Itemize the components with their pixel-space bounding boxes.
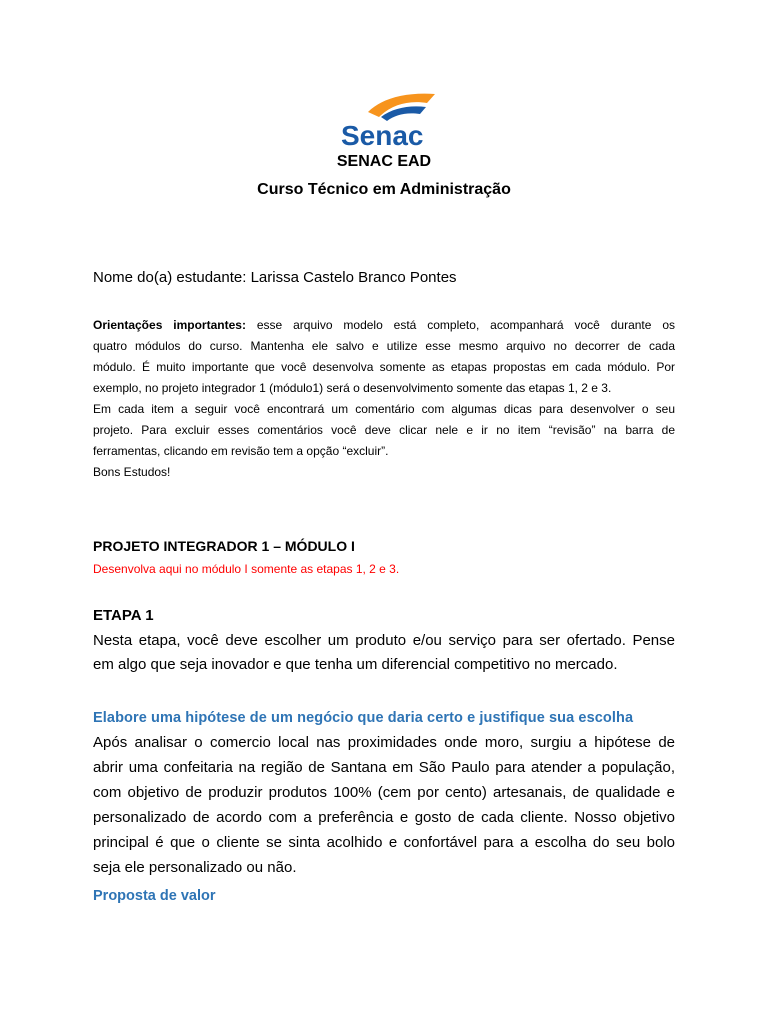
etapa-intro-paragraph bbox=[93, 629, 675, 677]
guidelines-paragraph bbox=[93, 315, 675, 483]
answer-line: seja ele personalizado ou não. bbox=[93, 859, 297, 876]
guidelines-line-text: esse arquivo modelo está completo, acompanhará você durante os bbox=[256, 318, 676, 332]
project-title: PROJETO INTEGRADOR 1 – MÓDULO I bbox=[93, 538, 355, 554]
guidelines-line: quatro módulos do curso. Mantenha ele salvo e utilize esse mesmo arquivo no decorrer de cada bbox=[93, 339, 675, 353]
answer-line: personalizado de acordo com a preferência e gosto de cada cliente. Nosso objetivo bbox=[93, 809, 675, 826]
student-name: Larissa Castelo Branco Pontes bbox=[250, 269, 457, 286]
page-title: SENAC EAD bbox=[336, 153, 432, 170]
guidelines-label: Orientações importantes: bbox=[93, 318, 246, 332]
guidelines-line: Em cada item a seguir você encontrará um comentário com algumas dicas para desenvolver o seu bbox=[93, 402, 675, 416]
answer-line: Após analisar o comercio local nas proximidades onde moro, surgiu a hipótese de bbox=[93, 734, 675, 751]
guidelines-closing: Bons Estudos! bbox=[93, 465, 171, 479]
logo-text: Senac bbox=[341, 120, 424, 150]
etapa-intro-line: Nesta etapa, você deve escolher um produto e/ou serviço para ser ofertado. Pense bbox=[93, 632, 675, 649]
answer-line: abrir uma confeitaria na região de Santana em São Paulo para atender a população, bbox=[93, 759, 675, 776]
answer-paragraph bbox=[93, 730, 675, 880]
course-title: Curso Técnico em Administração bbox=[257, 181, 511, 198]
guidelines-line: projeto. Para excluir esses comentários você deve clicar nele e ir no item “revisão” na barra de bbox=[93, 423, 675, 437]
student-name-line bbox=[93, 268, 457, 288]
answer-line: com objetivo de produzir produtos 100% (cem por cento) artesanais, de qualidade e bbox=[93, 784, 675, 801]
next-section-heading: Proposta de valor bbox=[93, 888, 216, 904]
section-heading: Elabore uma hipótese de um negócio que daria certo e justifique sua escolha bbox=[93, 710, 634, 726]
etapa-title: ETAPA 1 bbox=[93, 607, 154, 624]
guidelines-line: ferramentas, clicando em revisão tem a opção “excluir”. bbox=[93, 444, 389, 458]
project-note: Desenvolva aqui no módulo I somente as etapas 1, 2 e 3. bbox=[93, 562, 400, 576]
senac-logo bbox=[338, 90, 436, 150]
etapa-intro-line: em algo que seja inovador e que tenha um diferencial competitivo no mercado. bbox=[93, 656, 618, 673]
guidelines-line bbox=[93, 315, 675, 336]
student-label: Nome do(a) estudante: bbox=[93, 269, 247, 286]
guidelines-line: módulo. É muito importante que você desenvolva somente as etapas propostas em cada módulo. Por bbox=[93, 360, 675, 374]
guidelines-line: exemplo, no projeto integrador 1 (módulo1) será o desenvolvimento somente das etapas 1, 2 e 3. bbox=[93, 381, 612, 395]
answer-line: principal é que o cliente se sinta acolhido e confortável para a escolha do seu bolo bbox=[93, 834, 675, 851]
